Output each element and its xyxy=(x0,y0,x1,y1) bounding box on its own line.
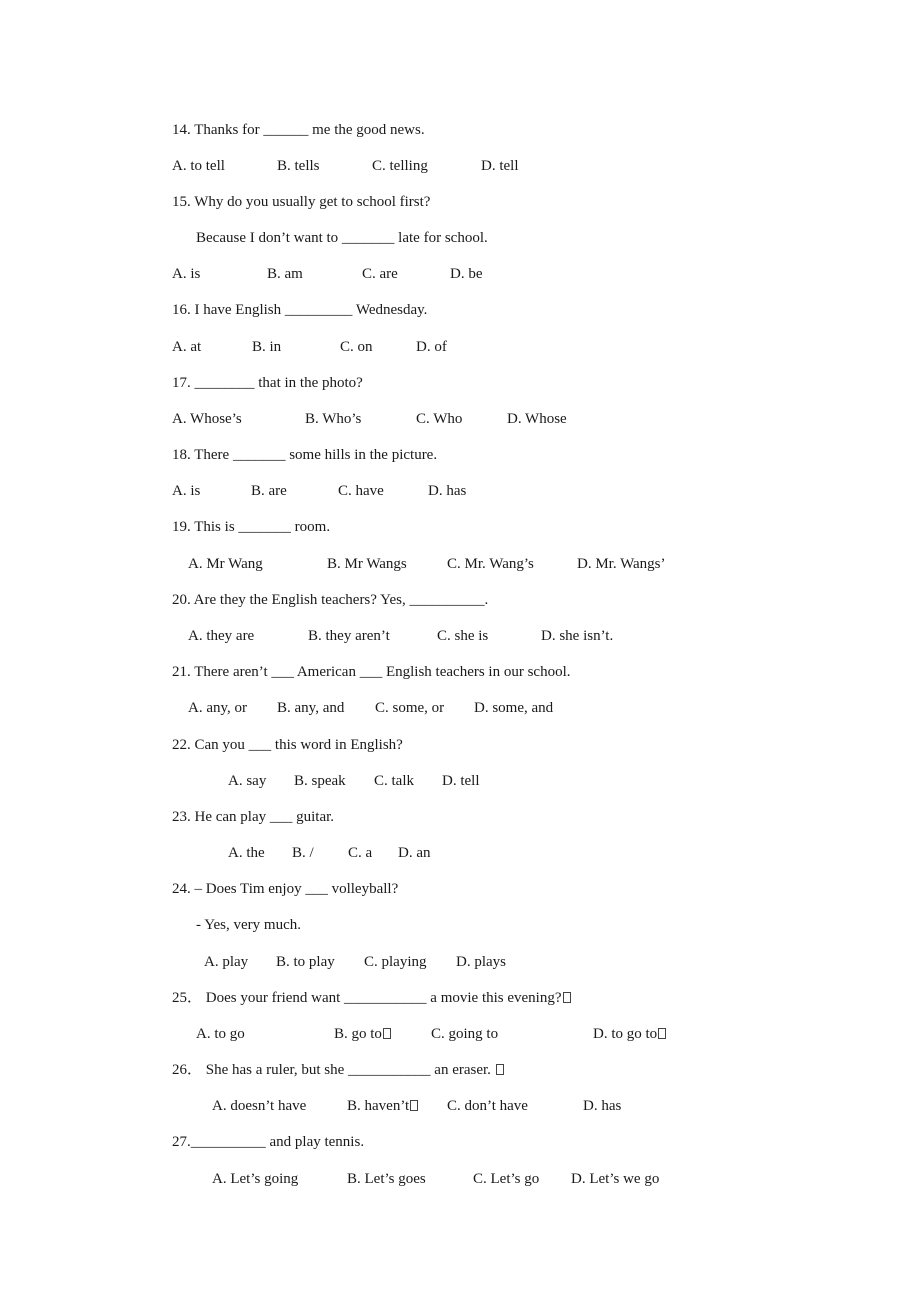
question-15-sub: Because I don’t want to _______ late for school. xyxy=(196,230,488,246)
question-21-stem: 21. There aren’t ___ American ___ English teachers in our school. xyxy=(172,664,571,680)
question-23-stem: 23. He can play ___ guitar. xyxy=(172,809,335,825)
question-14-option-b: B. tells xyxy=(277,158,320,174)
question-18-option-d: D. has xyxy=(428,483,467,499)
question-15-option-a: A. is xyxy=(172,266,201,282)
question-23-option-c: C. a xyxy=(348,845,373,861)
question-26-option-b-text: B. haven’t xyxy=(347,1098,410,1114)
question-16-option-c: C. on xyxy=(340,339,373,355)
question-19-option-c: C. Mr. Wang’s xyxy=(447,556,534,572)
question-20-option-d: D. she isn’t. xyxy=(541,628,614,644)
question-19-stem: 19. This is _______ room. xyxy=(172,519,331,535)
question-25-option-d xyxy=(593,1024,666,1044)
question-18-option-a: A. is xyxy=(172,483,201,499)
question-16-stem: 16. I have English _________ Wednesday. xyxy=(172,302,428,318)
missing-glyph-icon xyxy=(410,1100,418,1111)
question-19-option-d: D. Mr. Wangs’ xyxy=(577,556,666,572)
question-15-option-b: B. am xyxy=(267,266,303,282)
question-27-option-c: C. Let’s go xyxy=(473,1171,540,1187)
question-27-option-a: A. Let’s going xyxy=(212,1171,299,1187)
question-22-option-d: D. tell xyxy=(442,773,480,789)
question-16-option-b: B. in xyxy=(252,339,282,355)
missing-glyph-icon xyxy=(496,1064,504,1075)
question-17-option-d: D. Whose xyxy=(507,411,567,427)
question-22-stem: 22. Can you ___ this word in English? xyxy=(172,737,403,753)
question-20-option-a: A. they are xyxy=(188,628,255,644)
question-25-option-b xyxy=(334,1024,391,1044)
question-22-option-c: C. talk xyxy=(374,773,414,789)
question-17-option-c: C. Who xyxy=(416,411,463,427)
question-20-stem: 20. Are they the English teachers? Yes, __________. xyxy=(172,592,489,608)
question-26-option-c: C. don’t have xyxy=(447,1098,528,1114)
question-26-option-b xyxy=(347,1096,418,1116)
question-25-stem xyxy=(172,988,571,1008)
question-18-option-c: C. have xyxy=(338,483,384,499)
question-19-option-a: A. Mr Wang xyxy=(188,556,263,572)
question-21-option-d: D. some, and xyxy=(474,700,554,716)
question-21-option-c: C. some, or xyxy=(375,700,445,716)
question-24-option-d: D. plays xyxy=(456,954,506,970)
question-25-option-b-text: B. go to xyxy=(334,1026,382,1042)
missing-glyph-icon xyxy=(658,1028,666,1039)
question-14-stem: 14. Thanks for ______ me the good news. xyxy=(172,122,425,138)
question-26-option-a: A. doesn’t have xyxy=(212,1098,307,1114)
missing-glyph-icon xyxy=(383,1028,391,1039)
question-24-stem: 24. – Does Tim enjoy ___ volleyball? xyxy=(172,881,399,897)
question-24-option-a: A. play xyxy=(204,954,249,970)
question-27-option-b: B. Let’s goes xyxy=(347,1171,426,1187)
question-27-stem: 27.__________ and play tennis. xyxy=(172,1134,365,1150)
question-17-option-a: A. Whose’s xyxy=(172,411,242,427)
question-16-option-a: A. at xyxy=(172,339,202,355)
question-24-option-b: B. to play xyxy=(276,954,335,970)
question-18-option-b: B. are xyxy=(251,483,287,499)
question-25-stem-text: 25． Does your friend want ___________ a movie this evening? xyxy=(172,990,562,1006)
question-24-sub: - Yes, very much. xyxy=(196,917,301,933)
question-22-option-b: B. speak xyxy=(294,773,346,789)
question-18-stem: 18. There _______ some hills in the picture. xyxy=(172,447,438,463)
question-27-option-d: D. Let’s we go xyxy=(571,1171,660,1187)
missing-glyph-icon xyxy=(563,992,571,1003)
question-14-option-d: D. tell xyxy=(481,158,519,174)
question-21-option-b: B. any, and xyxy=(277,700,345,716)
question-14-option-c: C. telling xyxy=(372,158,428,174)
question-25-option-c: C. going to xyxy=(431,1026,499,1042)
question-17-option-b: B. Who’s xyxy=(305,411,362,427)
question-20-option-c: C. she is xyxy=(437,628,489,644)
question-26-stem xyxy=(172,1060,504,1080)
question-24-option-c: C. playing xyxy=(364,954,427,970)
question-23-option-d: D. an xyxy=(398,845,431,861)
question-21-option-a: A. any, or xyxy=(188,700,248,716)
question-26-stem-text: 26． She has a ruler, but she ___________ an eraser. xyxy=(172,1062,491,1078)
question-15-stem: 15. Why do you usually get to school first? xyxy=(172,194,431,210)
question-26-option-d: D. has xyxy=(583,1098,622,1114)
question-17-stem: 17. ________ that in the photo? xyxy=(172,375,363,391)
question-25-option-a: A. to go xyxy=(196,1026,245,1042)
question-23-option-b: B. / xyxy=(292,845,314,861)
question-15-option-c: C. are xyxy=(362,266,398,282)
question-20-option-b: B. they aren’t xyxy=(308,628,390,644)
question-15-option-d: D. be xyxy=(450,266,483,282)
question-16-option-d: D. of xyxy=(416,339,447,355)
question-23-option-a: A. the xyxy=(228,845,265,861)
question-22-option-a: A. say xyxy=(228,773,267,789)
question-19-option-b: B. Mr Wangs xyxy=(327,556,407,572)
question-25-option-d-text: D. to go to xyxy=(593,1026,658,1042)
question-14-option-a: A. to tell xyxy=(172,158,225,174)
